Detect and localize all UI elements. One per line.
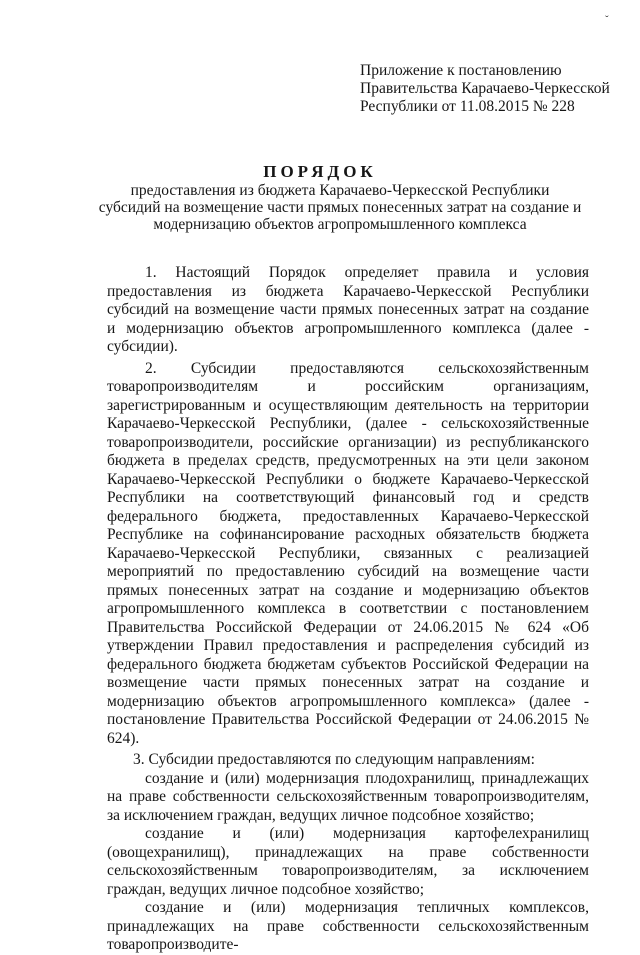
paragraph-3-item-3: создание и (или) модернизация тепличных комплексов, принадлежащих на праве собственности сельскохозяйственным товаропроизводите- (107, 899, 589, 953)
subtitle-line-1: предоставления из бюджета Карачаево-Черкесской Республики (130, 182, 550, 199)
appendix-line-1: Приложение к постановлению (360, 62, 562, 79)
paragraph-3: 3. Субсидии предоставляются по следующим направлениям: (133, 751, 535, 768)
appendix-line-3: Республики от 11.08.2015 № 228 (360, 98, 575, 115)
paragraph-3-item-1: создание и (или) модернизация плодохранилищ, принадлежащих на праве собственности сельскохозяйственным товаропроизводителям, за исключением граждан, ведущих личное подсобное хозяйство; (107, 769, 589, 824)
document-title: ПОРЯДОК (263, 162, 377, 181)
corner-mark: ˇ (605, 14, 609, 26)
subtitle-line-3: модернизацию объектов агропромышленного комплекса (153, 216, 527, 233)
subtitle-line-2: субсидий на возмещение части прямых понесенных затрат на создание и (98, 199, 582, 216)
paragraph-3-item-2: создание и (или) модернизация картофелехранилищ (овощехранилищ), принадлежащих на праве собственности сельскохозяйственным товаропроизводителям, за исключением граждан, ведущих личное подсобное хозяйство; (107, 825, 589, 898)
paragraph-1: 1. Настоящий Порядок определяет правила и условия предоставления из бюджета Карачаево-Черкесской Республики субсидий на возмещение части прямых понесенных затрат на создание и модернизацию объектов агропромышленного комплекса (далее - субсидии). (107, 264, 589, 355)
document-subtitle (90, 182, 590, 233)
appendix-header (360, 62, 630, 116)
appendix-line-2: Правительства Карачаево-Черкесской (360, 80, 610, 97)
paragraph-2: 2. Субсидии предоставляются сельскохозяйственным товаропроизводителям и российским организациям, зарегистрированным и осуществляющим деятельность на территории Карачаево-Черкесской Республики, (далее - сельскохозяйственные товаропроизводители, российские организации) из республиканского бюджета в пределах средств, предусмотренных на эти цели законом Карачаево-Черкесской Республики о бюджете Карачаево-Черкесской Республики на соответствующий финансовый год и средств федерального бюджета, предоставленных Карачаево-Черкесской Республике на софинансирование расходных обязательств бюджета Карачаево-Черкесской Республики, связанных с реализацией мероприятий по предоставлению субсидий на возмещение части прямых понесенных затрат на создание и модернизацию объектов агропромышленного комплекса в соответствии с постановлением Правительства Российской Федерации от 24.06.2015 № 624 «Об утверждении Правил предоставления и распределения субсидий из федерального бюджета бюджетам субъектов Российской Федерации на возмещение части прямых понесенных затрат на создание и модернизацию объектов агропромышленного комплекса» (далее - постановление Правительства Российской Федерации от 24.06.2015 № 624). (107, 359, 589, 747)
document-body (107, 264, 589, 955)
